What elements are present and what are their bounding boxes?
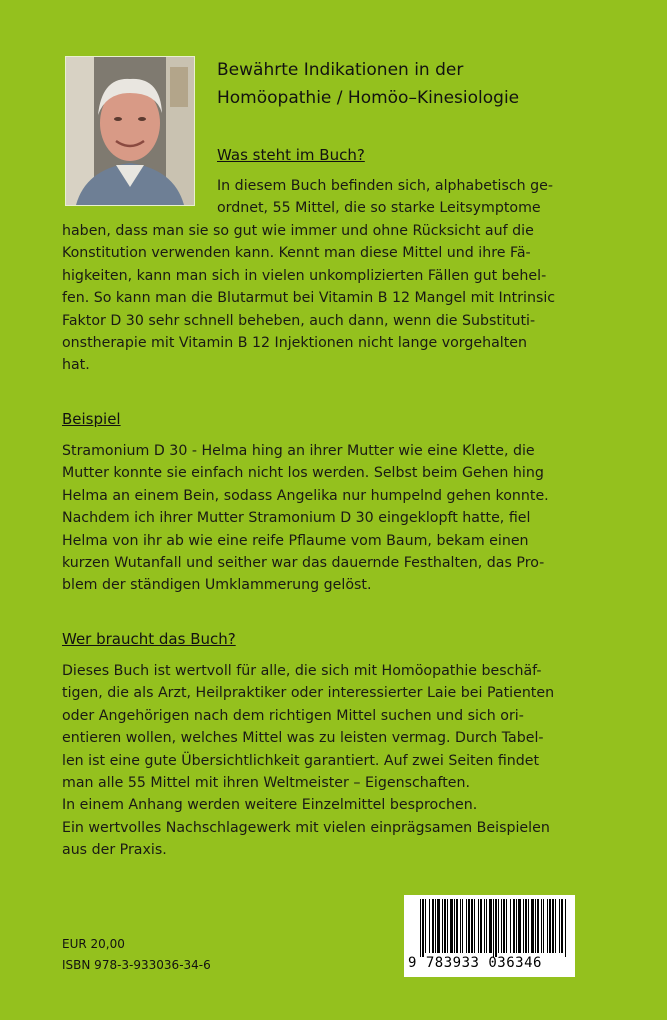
barcode-bar <box>480 899 482 953</box>
barcode-bar <box>516 899 517 953</box>
barcode-bar <box>498 899 499 953</box>
text-line: higkeiten, kann man sich in vielen unkomplizierten Fällen gut behel- <box>62 267 547 284</box>
barcode-bar <box>555 899 556 953</box>
barcode-bar <box>503 899 505 953</box>
text-line: ordnet, 55 Mittel, die so starke Leitsymptome <box>217 200 541 217</box>
barcode-bar <box>422 899 424 957</box>
barcode-bar <box>462 899 463 953</box>
barcode-bar <box>484 899 485 953</box>
text-line: Helma an einem Bein, sodass Angelika nur humpelnd gehen konnte. <box>62 487 549 504</box>
text-line: Ein wertvolles Nachschlagewerk mit vielen einprägsamen Beispielen <box>62 819 550 836</box>
section-contents-text <box>217 175 577 220</box>
barcode-bar <box>523 899 524 953</box>
section-example-text <box>62 440 577 597</box>
barcode <box>404 895 575 977</box>
barcode-bar <box>510 899 511 953</box>
barcode-bar <box>466 899 467 953</box>
barcode-bar <box>501 899 502 953</box>
text-line: Nachdem ich ihrer Mutter Stramonium D 30 eingeklopft hatte, fiel <box>62 510 531 527</box>
barcode-bar <box>561 899 563 953</box>
text-line: Dieses Buch ist wertvoll für alle, die sich mit Homöopathie beschäf- <box>62 663 542 679</box>
barcode-bar <box>486 899 487 953</box>
barcode-bar <box>541 899 542 953</box>
text-line: len ist eine gute Übersichtlichkeit garantiert. Auf zwei Seiten findet <box>62 752 540 769</box>
barcode-bar <box>559 899 560 953</box>
author-portrait-icon <box>66 57 194 205</box>
barcode-bar <box>513 899 515 953</box>
text-line: kurzen Wutanfall und seither war das dauernde Festhalten, das Pro- <box>62 555 545 572</box>
barcode-bar <box>471 899 473 953</box>
barcode-bars-icon <box>418 899 568 957</box>
barcode-bar <box>528 899 529 953</box>
barcode-bar <box>549 899 551 953</box>
barcode-bar <box>525 899 527 953</box>
text-line: fen. So kann man die Blutarmut bei Vitamin B 12 Mangel mit Intrinsic <box>62 290 556 307</box>
section-audience-text <box>62 660 577 862</box>
barcode-bar <box>489 899 492 953</box>
section-heading-contents: Was steht im Buch? <box>217 146 365 164</box>
barcode-bar <box>493 899 494 957</box>
barcode-bar <box>478 899 479 953</box>
barcode-bar <box>552 899 554 953</box>
barcode-bar <box>506 899 507 953</box>
section-contents-text-wide <box>62 220 577 377</box>
barcode-bar <box>547 899 548 953</box>
isbn-text: ISBN 978-3-933036-34-6 <box>62 958 211 972</box>
text-line: In einem Anhang werden weitere Einzelmittel besprochen. <box>62 797 478 814</box>
section-heading-audience: Wer braucht das Buch? <box>62 630 236 648</box>
barcode-bar <box>565 899 566 957</box>
barcode-bar <box>454 899 455 953</box>
book-title <box>217 56 637 112</box>
text-line: oder Angehörigen nach dem richtigen Mittel suchen und sich ori- <box>62 707 524 724</box>
barcode-bar <box>425 899 426 953</box>
text-line: tigen, die als Arzt, Heilpraktiker oder interessierter Laie bei Patienten <box>62 685 555 702</box>
text-line: blem der ständigen Umklammerung gelöst. <box>62 577 372 594</box>
text-line: aus der Praxis. <box>62 842 167 859</box>
barcode-digits: 9 783933 036346 <box>408 955 542 971</box>
barcode-bar <box>518 899 521 953</box>
book-title-line-2: Homöopathie / Homöo–Kinesiologie <box>217 88 520 108</box>
section-heading-example: Beispiel <box>62 410 121 428</box>
text-line: Konstitution verwenden kann. Kennt man diese Mittel und ihre Fä- <box>62 245 531 262</box>
text-line: hat. <box>62 357 90 374</box>
text-line: haben, dass man sie so gut wie immer und ohne Rücksicht auf die <box>62 223 534 239</box>
price-block <box>62 934 211 976</box>
barcode-bar <box>420 899 421 957</box>
text-line: Mutter konnte sie einfach nicht los werden. Selbst beim Gehen hing <box>62 465 544 482</box>
barcode-bar <box>468 899 470 953</box>
author-photo <box>65 56 195 206</box>
barcode-bar <box>450 899 453 953</box>
barcode-bar <box>435 899 436 953</box>
text-line: Helma von ihr ab wie eine reife Pflaume vom Baum, bekam einen <box>62 532 529 549</box>
barcode-bar <box>495 899 497 957</box>
barcode-bar <box>535 899 536 953</box>
text-line: man alle 55 Mittel mit ihren Weltmeister – Eigenschaften. <box>62 775 471 792</box>
barcode-bar <box>432 899 434 953</box>
text-line: Faktor D 30 sehr schnell beheben, auch dann, wenn die Substituti- <box>62 312 536 329</box>
text-line: onstherapie mit Vitamin B 12 Injektionen nicht lange vorgehalten <box>62 335 528 352</box>
barcode-bar <box>442 899 443 953</box>
barcode-bar <box>437 899 440 953</box>
barcode-bar <box>531 899 534 953</box>
barcode-bar <box>543 899 544 953</box>
barcode-bar <box>537 899 539 953</box>
barcode-bar <box>474 899 475 953</box>
barcode-bar <box>460 899 461 953</box>
text-line: entieren wollen, welches Mittel was zu leisten vermag. Durch Tabel- <box>62 730 544 747</box>
barcode-bar <box>447 899 448 953</box>
price-text: EUR 20,00 <box>62 937 125 951</box>
barcode-bar <box>444 899 446 953</box>
text-line: In diesem Buch befinden sich, alphabetisch ge- <box>217 178 553 194</box>
barcode-bar <box>429 899 430 953</box>
book-title-line-1: Bewährte Indikationen in der <box>217 60 464 80</box>
text-line: Stramonium D 30 - Helma hing an ihrer Mutter wie eine Klette, die <box>62 443 535 459</box>
barcode-bar <box>456 899 458 953</box>
